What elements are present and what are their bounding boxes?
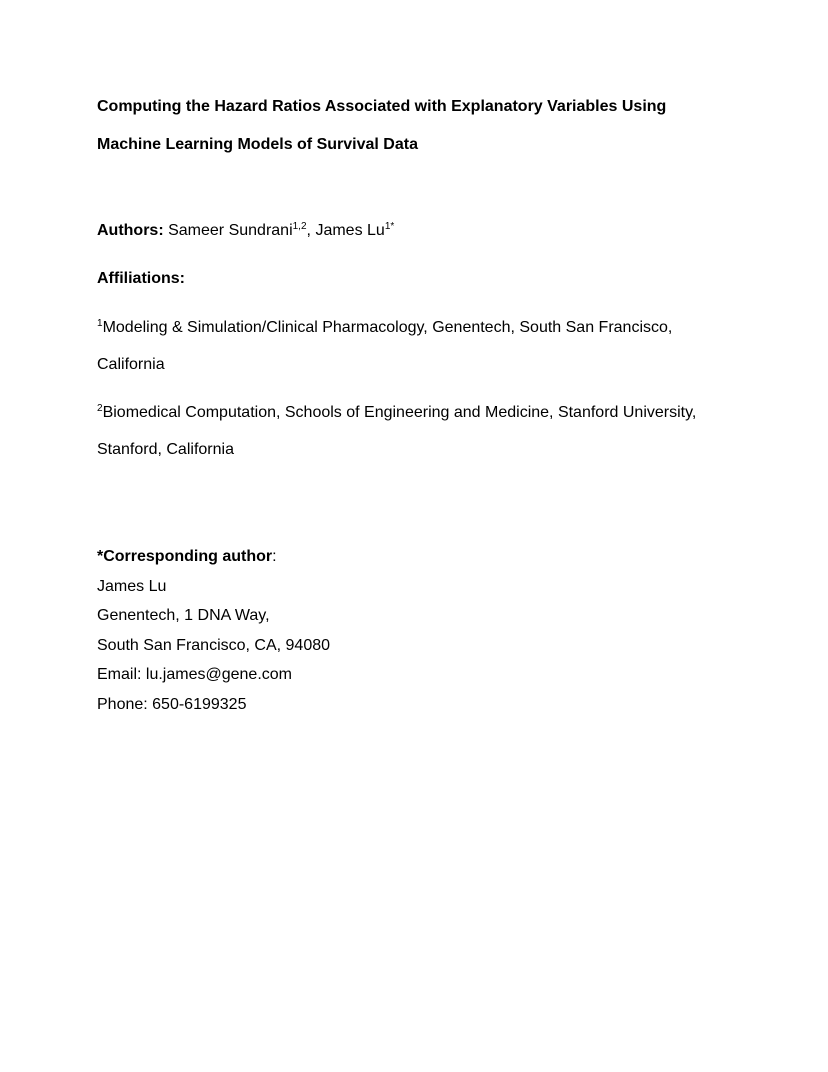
- authors-line: [97, 221, 394, 241]
- corresponding-address-line-2: South San Francisco, CA, 94080: [97, 637, 331, 654]
- authors-label: Authors:: [97, 222, 164, 239]
- author-2-name: James Lu: [315, 222, 385, 239]
- corresponding-phone: Phone: 650-6199325: [97, 696, 247, 713]
- corresponding-author-colon: :: [272, 548, 277, 565]
- author-2-affiliation-mark: 1*: [384, 221, 395, 232]
- affiliation-2-line-1: [97, 403, 696, 423]
- affiliation-2-line-2: Stanford, California: [97, 441, 234, 458]
- affiliation-2-text: Biomedical Computation, Schools of Engineering and Medicine, Stanford University,: [102, 404, 697, 421]
- corresponding-author-heading: [97, 547, 277, 567]
- author-1-name: Sameer Sundrani: [168, 222, 293, 239]
- affiliation-2-mark: 2: [97, 403, 103, 414]
- author-1-affiliation-mark: 1,2: [292, 221, 307, 232]
- affiliation-1-line-1: [97, 318, 672, 338]
- corresponding-email: Email: lu.james@gene.com: [97, 666, 292, 683]
- corresponding-author-label: *Corresponding author: [97, 548, 273, 565]
- corresponding-author-name: James Lu: [97, 578, 167, 595]
- affiliation-1-text: Modeling & Simulation/Clinical Pharmacology, Genentech, South San Francisco,: [102, 319, 673, 336]
- affiliation-1-mark: 1: [97, 318, 103, 329]
- title-line-2: Machine Learning Models of Survival Data: [97, 136, 418, 153]
- corresponding-address-line-1: Genentech, 1 DNA Way,: [97, 607, 270, 624]
- affiliations-label: Affiliations:: [97, 270, 185, 287]
- title-line-1: Computing the Hazard Ratios Associated with Explanatory Variables Using: [97, 98, 667, 115]
- affiliation-1-line-2: California: [97, 356, 165, 373]
- author-separator: ,: [306, 222, 311, 239]
